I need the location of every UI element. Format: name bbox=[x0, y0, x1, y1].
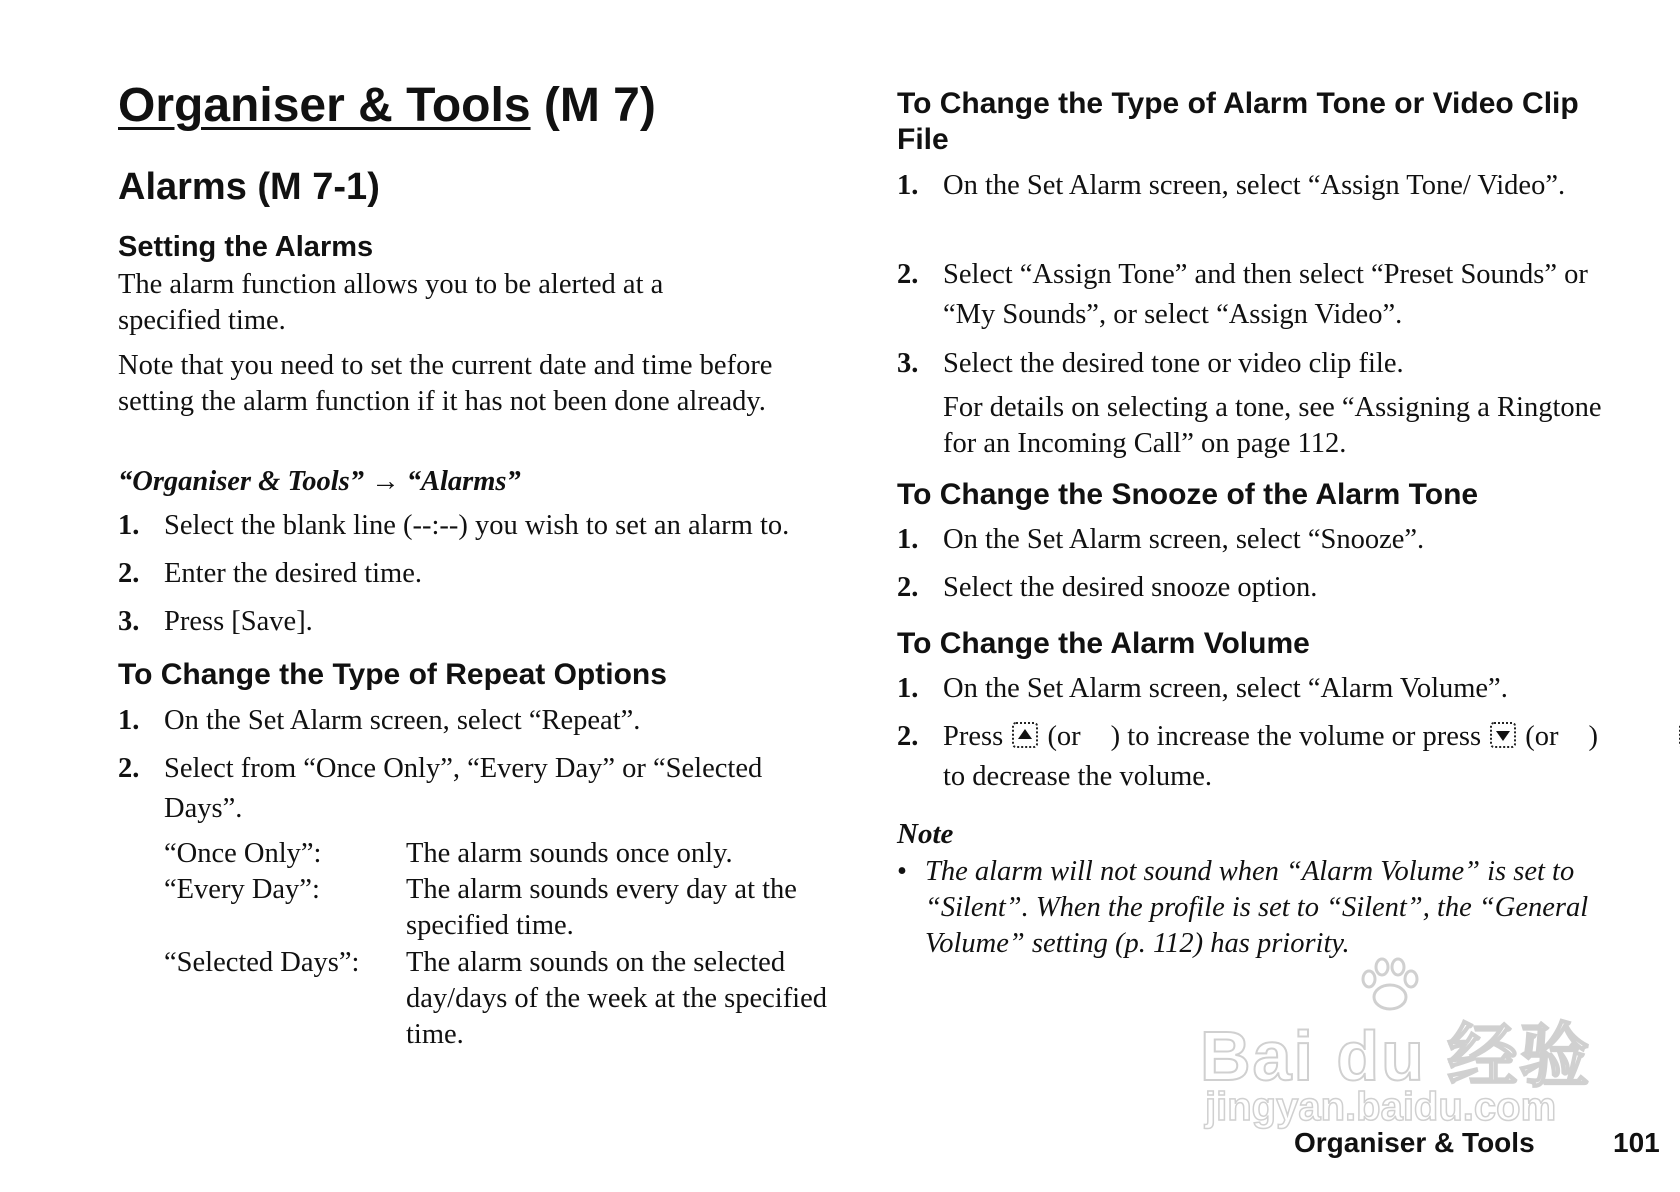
step-number: 1. bbox=[118, 510, 140, 541]
step-number: 1. bbox=[118, 705, 140, 736]
step-number: 3. bbox=[118, 606, 140, 637]
snooze-step-2 bbox=[897, 568, 1617, 608]
page-number: 101 bbox=[1613, 1127, 1660, 1158]
step-number: 2. bbox=[118, 753, 140, 784]
option-label: “Once Only”: bbox=[164, 838, 322, 869]
option-label: “Every Day”: bbox=[164, 874, 320, 905]
setting-heading: Setting the Alarms bbox=[118, 231, 374, 263]
step-text: Select “Assign Tone” and then select “Preset Sounds” or “My Sounds”, or select “Assign Video”. bbox=[943, 259, 1588, 330]
step-text: Press [Save]. bbox=[164, 606, 313, 637]
page-title-main: Organiser & Tools bbox=[118, 79, 531, 132]
step-number: 1. bbox=[897, 170, 919, 201]
repeat-step-1 bbox=[118, 701, 838, 741]
step-text-part: (or bbox=[1047, 721, 1081, 752]
note-item bbox=[897, 854, 1617, 962]
step-number: 1. bbox=[897, 524, 919, 555]
watermark-brand: Bai du 经验 bbox=[1200, 1017, 1592, 1095]
watermark-url: jingyan.baidu.com bbox=[1205, 1085, 1557, 1129]
step-number: 2. bbox=[118, 558, 140, 589]
repeat-option-once bbox=[164, 836, 844, 872]
page-title bbox=[118, 78, 656, 133]
step-text: On the Set Alarm screen, select “Repeat”. bbox=[164, 705, 641, 736]
paw-icon bbox=[1355, 955, 1425, 1015]
snooze-step-1 bbox=[897, 520, 1617, 560]
menu-path: “Organiser & Tools” → “Alarms” bbox=[118, 466, 521, 497]
step-number: 2. bbox=[897, 721, 919, 752]
tone-step-2 bbox=[897, 255, 1619, 335]
step-text: Select from “Once Only”, “Every Day” or “Selected Days”. bbox=[164, 753, 763, 824]
setting-step-1 bbox=[118, 506, 838, 546]
note-title: Note bbox=[897, 818, 954, 850]
up-key-icon bbox=[1012, 722, 1038, 748]
note-text: The alarm will not sound when “Alarm Volume” is set to “Silent”. When the profile is set to “Silent”, the “General Volume” setting (p. 112) has priority. bbox=[925, 856, 1589, 959]
bullet: • bbox=[897, 856, 907, 887]
repeat-step-2 bbox=[118, 749, 828, 829]
setting-para-2: Note that you need to set the current date and time before setting the alarm function if it has not been done already. bbox=[118, 350, 773, 417]
step-text: Select the desired snooze option. bbox=[943, 572, 1318, 603]
down-key-icon bbox=[1490, 722, 1516, 748]
page-title-suffix: (M 7) bbox=[543, 79, 656, 132]
option-label: “Selected Days”: bbox=[164, 947, 360, 978]
tone-step-3 bbox=[897, 344, 1617, 384]
tone-detail: For details on selecting a tone, see “Assigning a Ringtone for an Incoming Call” on page 112. bbox=[943, 392, 1602, 459]
tone-step-1 bbox=[897, 166, 1577, 206]
option-desc: The alarm sounds every day at the specified time. bbox=[406, 874, 797, 941]
setting-step-3 bbox=[118, 602, 838, 642]
step-text: Select the desired tone or video clip file. bbox=[943, 348, 1404, 379]
volume-step-1 bbox=[897, 669, 1617, 709]
step-text-part: ) to decrease the volume. bbox=[943, 721, 1599, 792]
volume-heading: To Change the Alarm Volume bbox=[897, 627, 1310, 660]
step-text: On the Set Alarm screen, select “Snooze”. bbox=[943, 524, 1425, 555]
footer-section-name: Organiser & Tools bbox=[1294, 1127, 1535, 1158]
repeat-heading: To Change the Type of Repeat Options bbox=[118, 658, 667, 691]
step-text-part: Press bbox=[943, 721, 1004, 752]
step-text bbox=[943, 717, 1607, 797]
step-number: 2. bbox=[897, 259, 919, 290]
option-desc: The alarm sounds once only. bbox=[406, 838, 733, 869]
snooze-heading: To Change the Snooze of the Alarm Tone bbox=[897, 478, 1479, 511]
step-number: 3. bbox=[897, 348, 919, 379]
tone-heading: To Change the Type of Alarm Tone or Video Clip File bbox=[897, 87, 1579, 156]
step-text: On the Set Alarm screen, select “Assign Tone/ Video”. bbox=[943, 170, 1566, 201]
setting-step-2 bbox=[118, 554, 838, 594]
repeat-option-selected-days bbox=[164, 945, 844, 1053]
baidu-watermark bbox=[1200, 955, 1600, 1155]
repeat-option-every-day bbox=[164, 872, 824, 944]
volume-step-2 bbox=[897, 717, 1607, 797]
step-text-part: ) to increase the volume or press bbox=[1110, 721, 1482, 752]
step-text: On the Set Alarm screen, select “Alarm Volume”. bbox=[943, 673, 1508, 704]
step-text: Enter the desired time. bbox=[164, 558, 422, 589]
step-text: Select the blank line (--:--) you wish to set an alarm to. bbox=[164, 510, 790, 541]
step-number: 2. bbox=[897, 572, 919, 603]
setting-para-1: The alarm function allows you to be alerted at a specified time. bbox=[118, 269, 664, 336]
option-desc: The alarm sounds on the selected day/days of the week at the specified time. bbox=[406, 947, 828, 1050]
section-title: Alarms (M 7-1) bbox=[118, 166, 380, 208]
step-text-part: (or bbox=[1525, 721, 1559, 752]
step-number: 1. bbox=[897, 673, 919, 704]
